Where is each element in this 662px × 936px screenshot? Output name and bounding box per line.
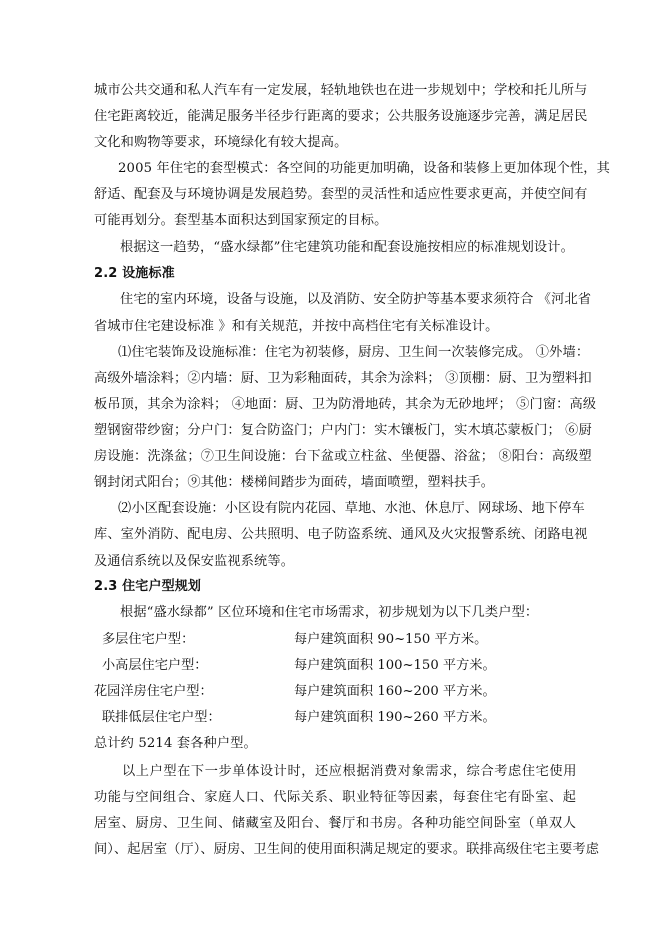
para7-line1: 根据“盛水绿都” 区位环境和住宅市场需求，初步规划为以下几类户型：	[120, 605, 539, 620]
para5-line5: 房设施：洗涤盆；⑦卫生间设施：台下盆或立柱盆、坐便器、浴盆； ⑧阳台：高级塑	[94, 449, 592, 464]
para5-line6: 钢封闭式阳台；⑨其他：楼梯间踏步为面砖，墙面喷塑，塑料扶手。	[94, 475, 495, 490]
para6-line2: 库、室外消防、配电房、公共照明、电子防盗系统、通风及火灾报警系统、闭路电视	[94, 527, 588, 542]
para1-line3: 文化和购物等要求，环境绿化有较大提高。	[94, 135, 348, 150]
para2-line1: 2005 年住宅的套型模式：各空间的功能更加明确，设备和装修上更加体现个性，其	[118, 161, 610, 176]
para5-line4: 塑钢窗带纱窗；分户门：复合防盗门；户内门：实木镶板门，实木填芯蒙板门； ⑥厨	[94, 423, 592, 438]
section-2-3-heading: 2.3 住宅户型规划	[94, 579, 202, 594]
unit-type-name: 联排低层住宅户型：	[102, 710, 221, 725]
para5-line2: 高级外墙涂料；②内墙：厨、卫为彩釉面砖，其余为涂料； ③顶棚：厨、卫为塑料扣	[94, 371, 592, 386]
para1-line1: 城市公共交通和私人汽车有一定发展，轻轨地铁也在进一步规划中；学校和托儿所与	[94, 83, 588, 98]
unit-type-area: 每户建筑面积 90~150 平方米。	[294, 632, 488, 647]
para2-line2: 舒适、配套及与环境协调是发展趋势。套型的灵活性和适应性要求更高，并使空间有	[94, 187, 588, 202]
unit-type-name: 小高层住宅户型：	[102, 658, 208, 673]
para8-line4: 间）、起居室（厅）、厨房、卫生间的使用面积满足规定的要求。联排高级住宅主要考虑	[94, 842, 600, 857]
unit-type-name: 花园洋房住宅户型：	[94, 684, 213, 699]
section-2-2-heading: 2.2 设施标准	[94, 266, 175, 281]
para3-line1: 根据这一趋势，“盛水绿都”住宅建筑功能和配套设施按相应的标准规划设计。	[120, 240, 574, 255]
para6-line3: 及通信系统以及保安监视系统等。	[94, 554, 295, 569]
unit-type-area: 每户建筑面积 160~200 平方米。	[294, 684, 496, 699]
unit-type-area: 每户建筑面积 100~150 平方米。	[294, 658, 496, 673]
unit-type-area: 每户建筑面积 190~260 平方米。	[294, 710, 496, 725]
para8-line2: 功能与空间组合、家庭人口、代际关系、职业特征等因素，每套住宅有卧室、起	[94, 790, 577, 805]
para6-line1: ⑵小区配套设施：小区设有院内花园、草地、水池、休息厅、网球场、地下停车	[118, 501, 585, 516]
para2-line3: 可能再划分。套型基本面积达到国家预定的目标。	[94, 213, 388, 228]
para8-line3: 居室、厨房、卫生间、储藏室及阳台、餐厅和书房。各种功能空间卧室（单双人	[94, 816, 577, 831]
para5-line3: 板吊顶，其余为涂料； ④地面：厨、卫为防滑地砖，其余为无砂地坪； ⑤门窗：高级	[94, 397, 597, 412]
total-units: 总计约 5214 套各种户型。	[94, 736, 257, 751]
para8-line1: 以上户型在下一步单体设计时，还应根据消费对象需求，综合考虑住宅使用	[122, 764, 577, 779]
para4-line2: 省城市住宅建设标准 》和有关规范，并按中高档住宅有关标准设计。	[94, 319, 499, 334]
para4-line1: 住宅的室内环境，设备与设施，以及消防、安全防护等基本要求须符合 《河北省	[120, 292, 592, 307]
unit-type-name: 多层住宅户型：	[102, 632, 195, 647]
para5-line1: ⑴住宅装饰及设施标准：住宅为初装修，厨房、卫生间一次装修完成。 ①外墙：	[118, 345, 590, 360]
para1-line2: 住宅距离较近，能满足服务半径步行距离的要求；公共服务设施逐步完善，满足居民	[94, 109, 588, 124]
